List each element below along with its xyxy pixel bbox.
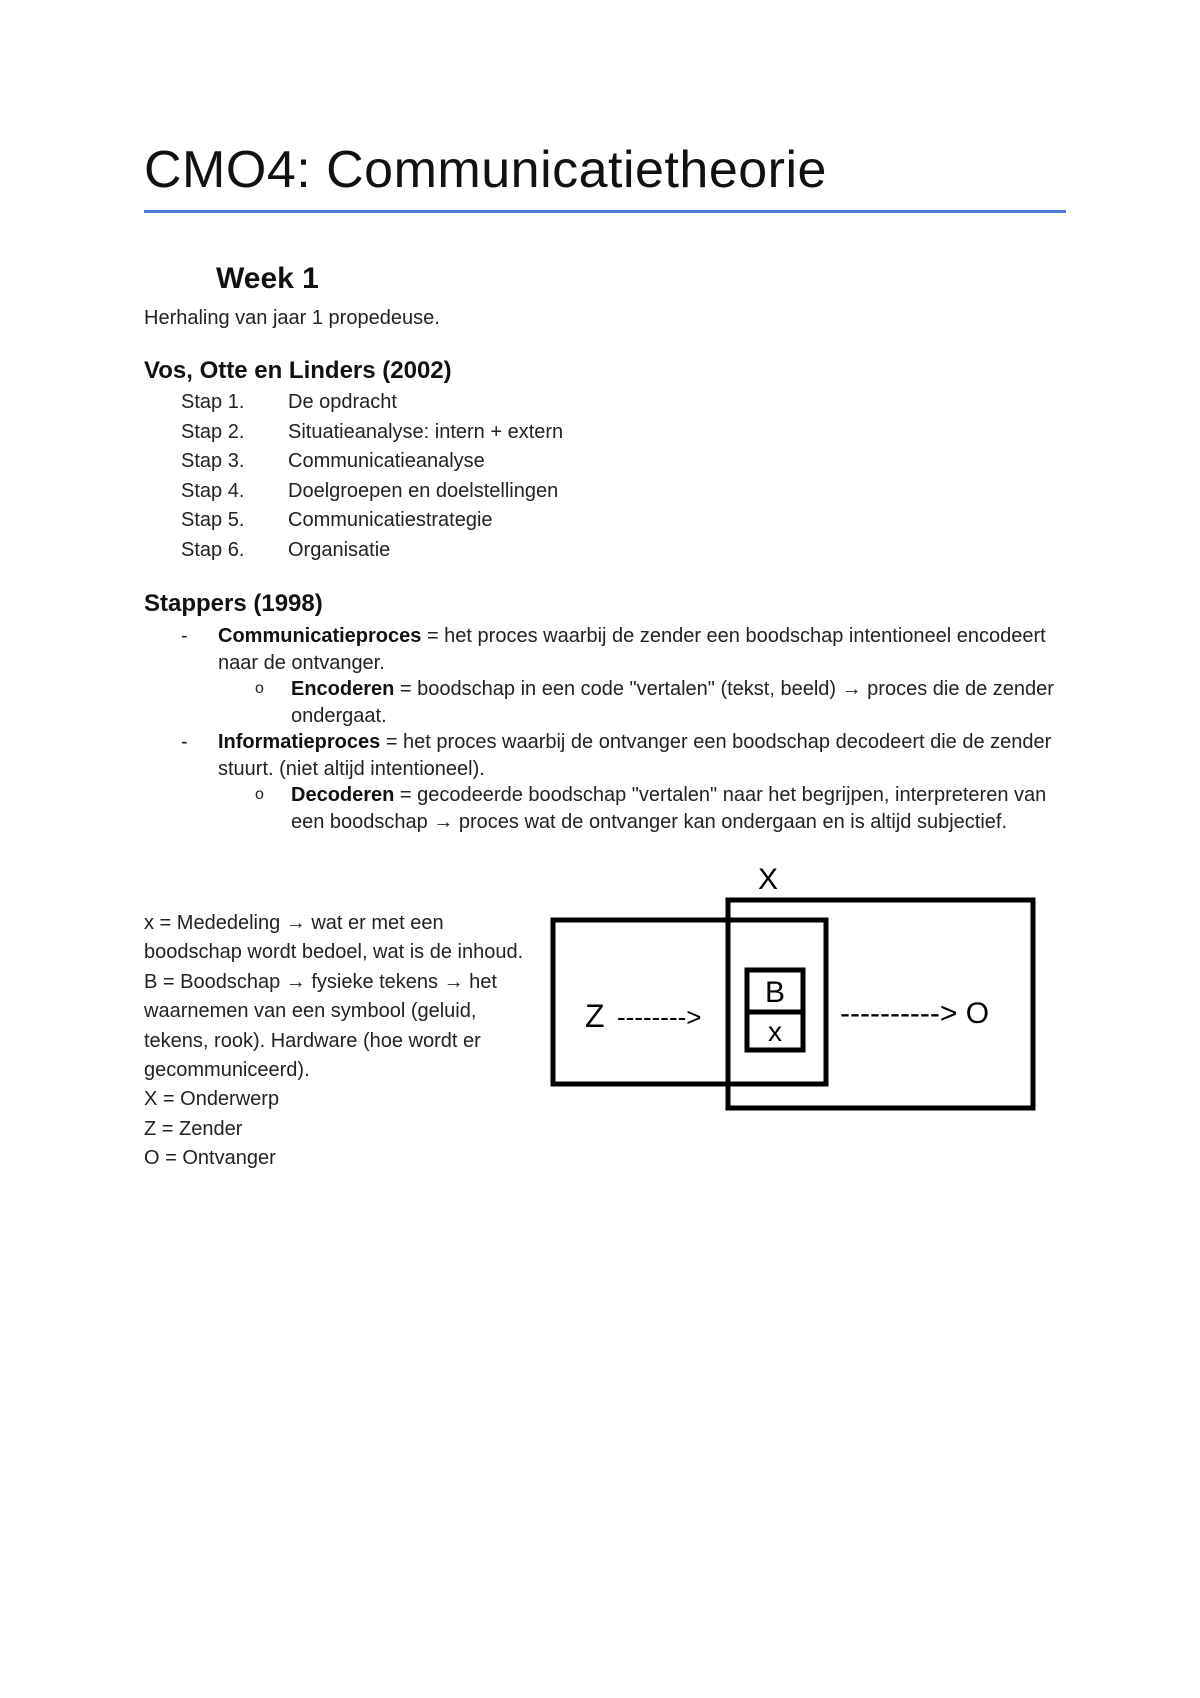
- page-title: CMO4: Communicatietheorie: [144, 141, 827, 199]
- legend-line: Z = Zender: [144, 1117, 243, 1140]
- step-number: Stap 6.: [181, 538, 245, 561]
- term: Encoderen: [291, 678, 395, 700]
- bullet-marker: -: [181, 625, 188, 647]
- step-label: Doelgroepen en doelstellingen: [288, 479, 559, 502]
- diagram-arrow-left: -------->: [617, 1002, 702, 1032]
- legend-line: O = Ontvanger: [144, 1147, 276, 1170]
- step-label: Situatieanalyse: intern + extern: [288, 420, 564, 443]
- step-label: Communicatiestrategie: [288, 509, 493, 531]
- step-number: Stap 4.: [181, 479, 245, 502]
- term: Communicatieproces: [218, 625, 422, 647]
- diagram-arrow-right: ----------> O: [840, 997, 990, 1030]
- term: Informatieproces: [218, 731, 381, 753]
- definition: = het proces waarbij de ontvanger een boodschap decodeert die de zender stuurt. (niet altijd intentioneel).: [218, 731, 1052, 780]
- sub-bullet-marker: o: [255, 786, 264, 803]
- step-number: Stap 2.: [181, 420, 245, 443]
- diagram-label-top: X: [757, 863, 779, 896]
- bullet-marker: -: [181, 731, 188, 753]
- definition: = gecodeerde boodschap "vertalen" naar het begrijpen, interpreteren van een boodschap → proces wat de ontvanger kan ondergaan en is altijd subjectief.: [291, 784, 1047, 833]
- diagram-label-z: Z: [585, 998, 605, 1034]
- step-number: Stap 3.: [181, 450, 245, 472]
- definition: = het proces waarbij de zender een boodschap intentioneel encodeert naar de ontvanger.: [218, 625, 1046, 674]
- step-number: Stap 1.: [181, 391, 245, 413]
- step-label: Organisatie: [288, 538, 391, 561]
- legend-line: X = Onderwerp: [144, 1088, 280, 1111]
- definition: = boodschap in een code "vertalen" (tekst, beeld) → proces die de zender ondergaat.: [291, 678, 1054, 727]
- week-heading: Week 1: [216, 262, 319, 295]
- legend-line: B = Boodschap → fysieke tekens → het waarnemen van een symbool (geluid, tekens, rook). Hardware (hoe wordt er gecommuniceerd).: [144, 970, 497, 1082]
- legend-line: x = Mededeling → wat er met een boodschap wordt bedoel, wat is de inhoud.: [144, 912, 524, 964]
- vos-heading: Vos, Otte en Linders (2002): [144, 357, 452, 384]
- step-label: Communicatieanalyse: [288, 450, 485, 472]
- sub-bullet-marker: o: [255, 680, 264, 697]
- step-number: Stap 5.: [181, 509, 245, 531]
- diagram-label-x: x: [768, 1016, 782, 1047]
- term: Decoderen: [291, 784, 395, 806]
- intro-text: Herhaling van jaar 1 propedeuse.: [144, 307, 440, 329]
- step-label: De opdracht: [288, 391, 397, 413]
- stappers-heading: Stappers (1998): [144, 590, 323, 617]
- diagram-label-b: B: [764, 976, 786, 1009]
